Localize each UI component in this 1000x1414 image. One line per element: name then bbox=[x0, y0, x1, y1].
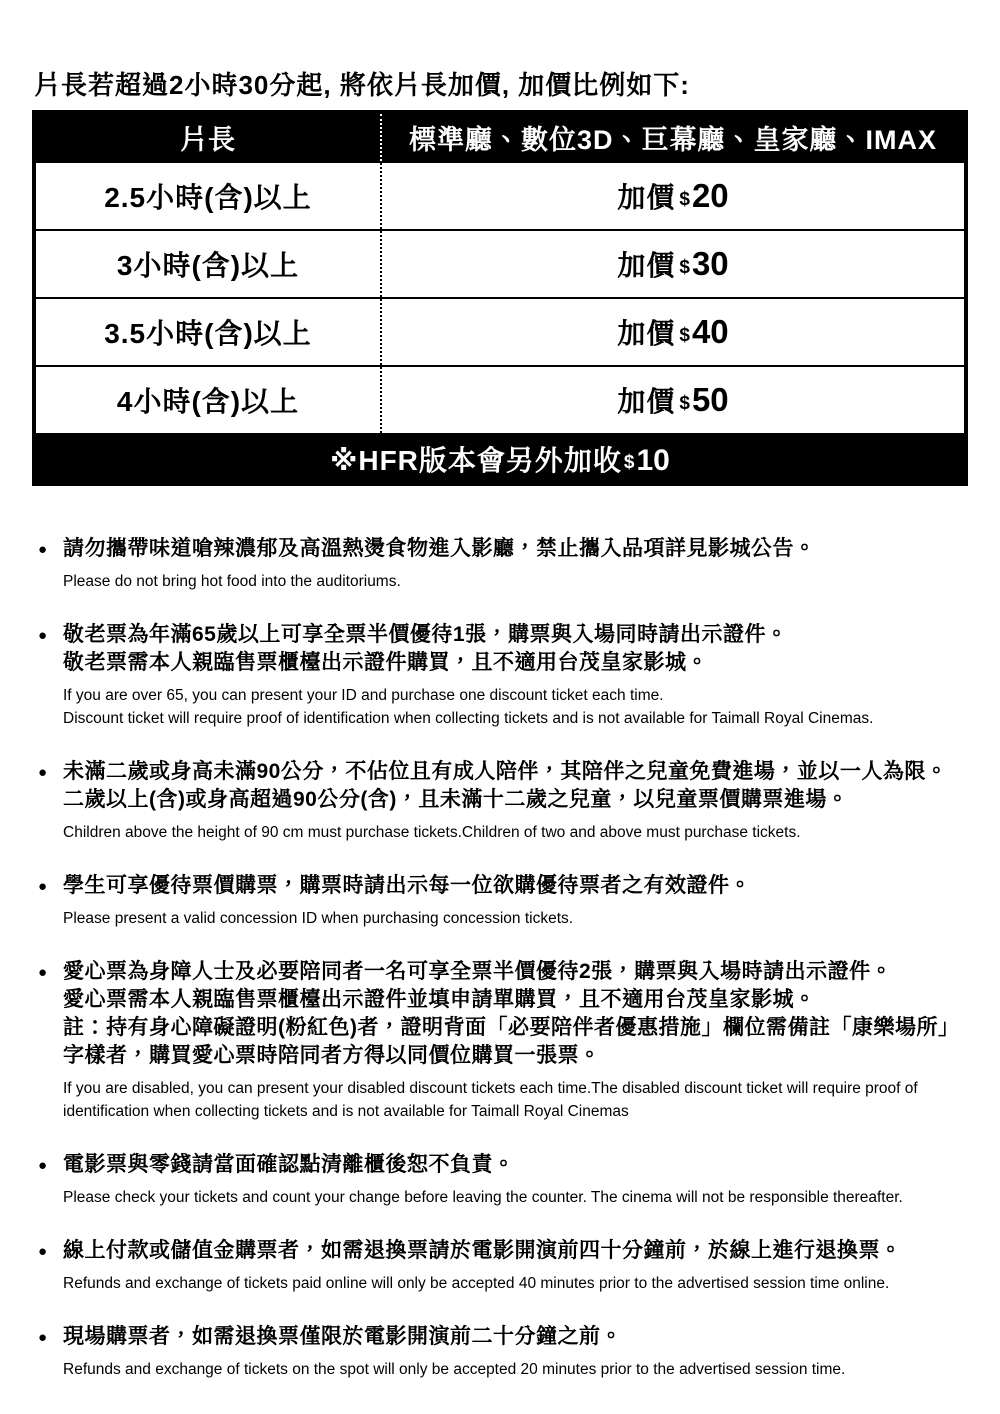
duration-cell: 3小時(含)以上 bbox=[34, 230, 381, 298]
notice-english-block bbox=[63, 1272, 968, 1295]
table-header-row bbox=[34, 112, 966, 162]
bullet-icon: ● bbox=[38, 627, 48, 645]
notice-item bbox=[38, 872, 968, 930]
bullet-icon: ● bbox=[38, 541, 48, 559]
bullet-icon: ● bbox=[38, 1243, 48, 1261]
notice-chinese-line: 未滿二歲或身高未滿90公分，不佔位且有成人陪伴，其陪伴之兒童免費進場，並以一人為限。 bbox=[63, 760, 948, 784]
duration-cell: 4小時(含)以上 bbox=[34, 366, 381, 434]
notice-chinese-line: 電影票與零錢請當面確認點清離櫃後恕不負責。 bbox=[63, 1153, 515, 1177]
notice-english-line: Children above the height of 90 cm must purchase tickets.Children of two and above must purchase tickets. bbox=[63, 824, 801, 842]
surcharge-cell bbox=[381, 162, 966, 230]
notice-chinese-line: 愛心票需本人親臨售票櫃檯出示證件並填申請單購買，且不適用台茂皇家影城。 bbox=[63, 988, 816, 1012]
notice-chinese-line: 愛心票為身障人士及必要陪同者一名可享全票半價優待2張，購票與入場時請出示證件。 bbox=[63, 960, 893, 984]
surcharge-table-footer bbox=[34, 434, 966, 484]
hfr-note-text: ※HFR版本會另外加收 bbox=[330, 444, 622, 476]
notice-english-line: Please check your tickets and count your change before leaving the counter. The cinema will not be responsible thereafter. bbox=[63, 1189, 903, 1207]
notice-chinese-block bbox=[63, 1151, 968, 1179]
notice-chinese-block bbox=[63, 758, 968, 814]
surcharge-cell bbox=[381, 230, 966, 298]
bullet-icon: ● bbox=[38, 1329, 48, 1347]
surcharge-table bbox=[32, 110, 968, 486]
currency-symbol: $ bbox=[679, 393, 691, 415]
notice-english-line: Please do not bring hot food into the auditoriums. bbox=[63, 573, 401, 591]
surcharge-label: 加價 bbox=[617, 182, 676, 214]
notice-english-line: If you are over 65, you can present your ID and purchase one discount ticket each time. bbox=[63, 687, 664, 705]
header-cell-duration: 片長 bbox=[34, 112, 381, 162]
table-row bbox=[34, 162, 966, 230]
surcharge-table-header bbox=[34, 112, 966, 162]
surcharge-cell bbox=[381, 366, 966, 434]
table-row bbox=[34, 298, 966, 366]
header-cell-halls: 標準廳、數位3D、巨幕廳、皇家廳、IMAX bbox=[381, 112, 966, 162]
notice-item bbox=[38, 535, 968, 593]
hfr-surcharge-note bbox=[34, 434, 966, 484]
notice-chinese-line: 敬老票需本人親臨售票櫃檯出示證件購買，且不適用台茂皇家影城。 bbox=[63, 651, 708, 675]
notice-chinese-block bbox=[63, 1237, 968, 1265]
notice-chinese-line: 線上付款或儲值金購票者，如需退換票請於電影開演前四十分鐘前，於線上進行退換票。 bbox=[63, 1239, 902, 1263]
notice-english-line: Refunds and exchange of tickets on the spot will only be accepted 20 minutes prior to the advertised session time. bbox=[63, 1361, 846, 1379]
currency-symbol: $ bbox=[679, 257, 691, 279]
surcharge-label: 加價 bbox=[617, 386, 676, 418]
notice-chinese-line: 二歲以上(含)或身高超過90公分(含)，且未滿十二歲之兒童，以兒童票價購票進場。 bbox=[63, 788, 849, 812]
surcharge-table-body bbox=[34, 162, 966, 434]
currency-symbol: $ bbox=[679, 325, 691, 347]
notice-english-line: If you are disabled, you can present your disabled discount tickets each time.The disabled discount ticket will require proof of bbox=[63, 1080, 918, 1098]
surcharge-label: 加價 bbox=[617, 318, 676, 350]
surcharge-amount: 30 bbox=[691, 245, 729, 283]
notice-english-line: identification when collecting tickets and is not available for Taimall Royal Cinemas bbox=[63, 1103, 629, 1121]
notice-english-block bbox=[63, 570, 968, 593]
notices-list bbox=[32, 535, 968, 1381]
table-row bbox=[34, 230, 966, 298]
bullet-icon: ● bbox=[38, 1157, 48, 1175]
notice-english-line: Discount ticket will require proof of identification when collecting tickets and is not available for Taimall Royal Cinemas. bbox=[63, 710, 874, 728]
notice-chinese-block bbox=[63, 872, 968, 900]
notice-chinese-block bbox=[63, 1323, 968, 1351]
bullet-icon: ● bbox=[38, 964, 48, 982]
notice-english-block bbox=[63, 684, 968, 730]
table-row bbox=[34, 366, 966, 434]
notice-item bbox=[38, 958, 968, 1123]
notice-item bbox=[38, 1151, 968, 1209]
surcharge-amount: 40 bbox=[691, 313, 729, 351]
notice-chinese-block bbox=[63, 535, 968, 563]
surcharge-cell bbox=[381, 298, 966, 366]
notice-english-block bbox=[63, 907, 968, 930]
duration-cell: 2.5小時(含)以上 bbox=[34, 162, 381, 230]
notice-english-block bbox=[63, 821, 968, 844]
notice-chinese-line: 學生可享優待票價購票，購票時請出示每一位欲購優待票者之有效證件。 bbox=[63, 874, 751, 898]
notice-item bbox=[38, 758, 968, 844]
bullet-icon: ● bbox=[38, 764, 48, 782]
notice-chinese-line: 註：持有身心障礙證明(粉紅色)者，證明背面「必要陪伴者優惠措施」欄位需備註「康樂場所」 bbox=[63, 1016, 960, 1040]
notice-english-block bbox=[63, 1358, 968, 1381]
notice-chinese-line: 請勿攜帶味道嗆辣濃郁及高溫熱燙食物進入影廳，禁止攜入品項詳見影城公告。 bbox=[63, 537, 816, 561]
currency-symbol: $ bbox=[623, 451, 636, 473]
notice-chinese-line: 敬老票為年滿65歲以上可享全票半價優待1張，購票與入場同時請出示證件。 bbox=[63, 623, 788, 647]
notice-english-block bbox=[63, 1186, 968, 1209]
page-title: 片長若超過2小時30分起, 將依片長加價, 加價比例如下: bbox=[34, 70, 690, 100]
table-footer-row bbox=[34, 434, 966, 484]
hfr-amount: 10 bbox=[636, 443, 670, 477]
notice-chinese-line: 字樣者，購買愛心票時陪同者方得以同價位購買一張票。 bbox=[63, 1044, 601, 1068]
notice-item bbox=[38, 1237, 968, 1295]
surcharge-label: 加價 bbox=[617, 250, 676, 282]
surcharge-amount: 20 bbox=[691, 177, 729, 215]
notice-item bbox=[38, 1323, 968, 1381]
notice-chinese-block bbox=[63, 958, 968, 1070]
notice-chinese-line: 現場購票者，如需退換票僅限於電影開演前二十分鐘之前。 bbox=[63, 1325, 622, 1349]
notice-english-block bbox=[63, 1077, 968, 1123]
bullet-icon: ● bbox=[38, 878, 48, 896]
notice-item bbox=[38, 621, 968, 730]
currency-symbol: $ bbox=[679, 189, 691, 211]
notice-chinese-block bbox=[63, 621, 968, 677]
surcharge-amount: 50 bbox=[691, 381, 729, 419]
notice-english-line: Refunds and exchange of tickets paid online will only be accepted 40 minutes prior to the advertised session time online. bbox=[63, 1275, 890, 1293]
notice-english-line: Please present a valid concession ID when purchasing concession tickets. bbox=[63, 910, 574, 928]
duration-cell: 3.5小時(含)以上 bbox=[34, 298, 381, 366]
